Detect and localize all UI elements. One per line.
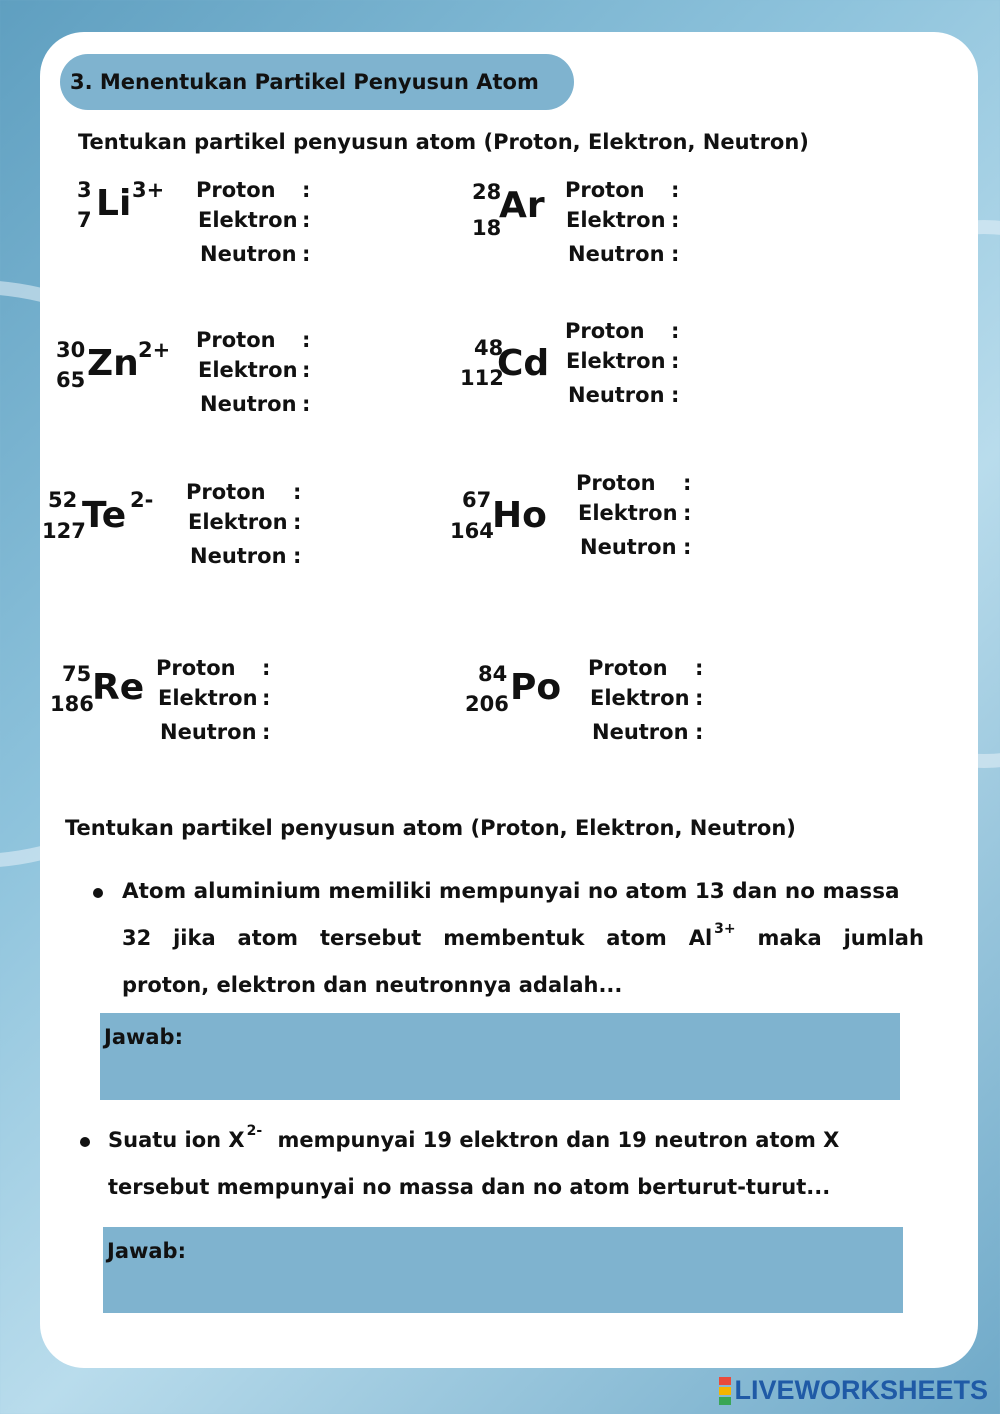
neutron-label: Neutron: [592, 720, 689, 744]
neutron-label: Neutron: [580, 535, 677, 559]
ion-charge: 2-: [130, 488, 154, 512]
logo-stripe: [719, 1397, 731, 1405]
word: atom: [606, 926, 667, 950]
neutron-answer-colon[interactable]: :: [695, 720, 704, 744]
instruction-heading: Tentukan partikel penyusun atom (Proton, Elektron, Neutron): [65, 816, 796, 840]
bullet-icon: [80, 1137, 90, 1147]
answer-box-1[interactable]: [100, 1013, 900, 1100]
liveworksheets-brand: [719, 1375, 988, 1406]
elektron-answer-colon[interactable]: :: [695, 686, 704, 710]
elektron-label: Elektron: [158, 686, 258, 710]
element-symbol: Ho: [492, 495, 547, 536]
atom-mass-number: 48: [474, 336, 504, 360]
elektron-answer-colon[interactable]: :: [302, 358, 311, 382]
atom-atomic-number: 164: [450, 519, 494, 543]
proton-answer-colon[interactable]: :: [302, 178, 311, 202]
question-text: Suatu ion X: [108, 1128, 245, 1152]
proton-label: Proton: [576, 471, 656, 495]
elektron-label: Elektron: [590, 686, 690, 710]
elektron-answer-colon[interactable]: :: [683, 501, 692, 525]
element-symbol: Po: [510, 667, 562, 708]
atom-atomic-number: 7: [77, 208, 92, 232]
elektron-label: Elektron: [566, 349, 666, 373]
elektron-answer-colon[interactable]: :: [302, 208, 311, 232]
elektron-label: Elektron: [198, 208, 298, 232]
word: tersebut: [319, 926, 422, 950]
elektron-answer-colon[interactable]: :: [671, 349, 680, 373]
element-symbol: Li: [96, 183, 132, 224]
ion-charge: 3+: [714, 921, 736, 937]
atom-mass-number: 84: [478, 662, 508, 686]
instruction-heading: Tentukan partikel penyusun atom (Proton, Elektron, Neutron): [78, 130, 809, 154]
proton-answer-colon[interactable]: :: [262, 656, 271, 680]
word: 32: [122, 926, 152, 950]
logo-stripe: [719, 1387, 731, 1395]
proton-label: Proton: [196, 178, 276, 202]
neutron-answer-colon[interactable]: :: [671, 242, 680, 266]
atom-atomic-number: 206: [465, 692, 509, 716]
atom-mass-number: 67: [462, 488, 492, 512]
proton-label: Proton: [196, 328, 276, 352]
answer-label: Jawab:: [107, 1239, 186, 1263]
atom-mass-number: 28: [472, 180, 502, 204]
liveworksheets-logo-icon: [719, 1376, 731, 1406]
element-symbol: Zn: [87, 343, 139, 384]
question-2-line-1: [108, 1123, 840, 1152]
proton-answer-colon[interactable]: :: [671, 319, 680, 343]
proton-label: Proton: [565, 178, 645, 202]
proton-answer-colon[interactable]: :: [302, 328, 311, 352]
proton-label: Proton: [565, 319, 645, 343]
word: jika: [173, 926, 216, 950]
atom-atomic-number: 127: [42, 519, 86, 543]
element-symbol: Re: [92, 667, 145, 708]
atom-mass-number: 30: [56, 338, 86, 362]
proton-label: Proton: [186, 480, 266, 504]
neutron-label: Neutron: [568, 242, 665, 266]
atom-atomic-number: 112: [460, 366, 504, 390]
neutron-label: Neutron: [160, 720, 257, 744]
logo-stripe: [719, 1377, 731, 1385]
proton-answer-colon[interactable]: :: [671, 178, 680, 202]
neutron-answer-colon[interactable]: :: [262, 720, 271, 744]
atom-atomic-number: 186: [50, 692, 94, 716]
answer-box-2[interactable]: [103, 1227, 903, 1313]
ion-charge: 3+: [132, 178, 165, 202]
question-text: mempunyai 19 elektron dan 19 neutron atom X: [277, 1128, 840, 1152]
elektron-answer-colon[interactable]: :: [671, 208, 680, 232]
neutron-answer-colon[interactable]: :: [302, 392, 311, 416]
element-symbol: Te: [82, 495, 127, 536]
proton-label: Proton: [588, 656, 668, 680]
proton-answer-colon[interactable]: :: [293, 480, 302, 504]
elektron-label: Elektron: [566, 208, 666, 232]
section-title: 3. Menentukan Partikel Penyusun Atom: [60, 54, 574, 110]
element-symbol: Cd: [497, 343, 550, 384]
neutron-answer-colon[interactable]: :: [302, 242, 311, 266]
answer-label: Jawab:: [104, 1025, 183, 1049]
atom-mass-number: 52: [48, 488, 78, 512]
ion-charge: 2+: [138, 338, 171, 362]
proton-answer-colon[interactable]: :: [683, 471, 692, 495]
brand-name: LIVEWORKSHEETS: [734, 1375, 988, 1405]
ion-charge: 2-: [246, 1123, 263, 1139]
neutron-answer-colon[interactable]: :: [293, 544, 302, 568]
proton-answer-colon[interactable]: :: [695, 656, 704, 680]
neutron-label: Neutron: [200, 242, 297, 266]
neutron-label: Neutron: [568, 383, 665, 407]
neutron-label: Neutron: [200, 392, 297, 416]
elektron-answer-colon[interactable]: :: [293, 510, 302, 534]
word: membentuk: [443, 926, 585, 950]
atom-atomic-number: 18: [472, 216, 502, 240]
elektron-label: Elektron: [198, 358, 298, 382]
atom-atomic-number: 65: [56, 368, 86, 392]
element-symbol: Al: [688, 926, 713, 950]
question-2-line-2: tersebut mempunyai no massa dan no atom berturut-turut...: [108, 1175, 831, 1199]
word: maka: [757, 926, 822, 950]
question-1-line-1: Atom aluminium memiliki mempunyai no atom 13 dan no massa: [122, 879, 900, 904]
bullet-icon: [93, 888, 103, 898]
word: atom: [237, 926, 299, 950]
ion-formula: [688, 921, 736, 950]
elektron-label: Elektron: [578, 501, 678, 525]
question-1-line-3: proton, elektron dan neutronnya adalah...: [122, 973, 623, 997]
atom-mass-number: 75: [62, 662, 92, 686]
neutron-answer-colon[interactable]: :: [683, 535, 692, 559]
element-symbol: Ar: [499, 185, 545, 226]
atom-mass-number: 3: [77, 178, 92, 202]
neutron-answer-colon[interactable]: :: [671, 383, 680, 407]
word: jumlah: [843, 926, 924, 950]
elektron-answer-colon[interactable]: :: [262, 686, 271, 710]
question-1-line-2: [122, 921, 924, 950]
proton-label: Proton: [156, 656, 236, 680]
elektron-label: Elektron: [188, 510, 288, 534]
neutron-label: Neutron: [190, 544, 287, 568]
